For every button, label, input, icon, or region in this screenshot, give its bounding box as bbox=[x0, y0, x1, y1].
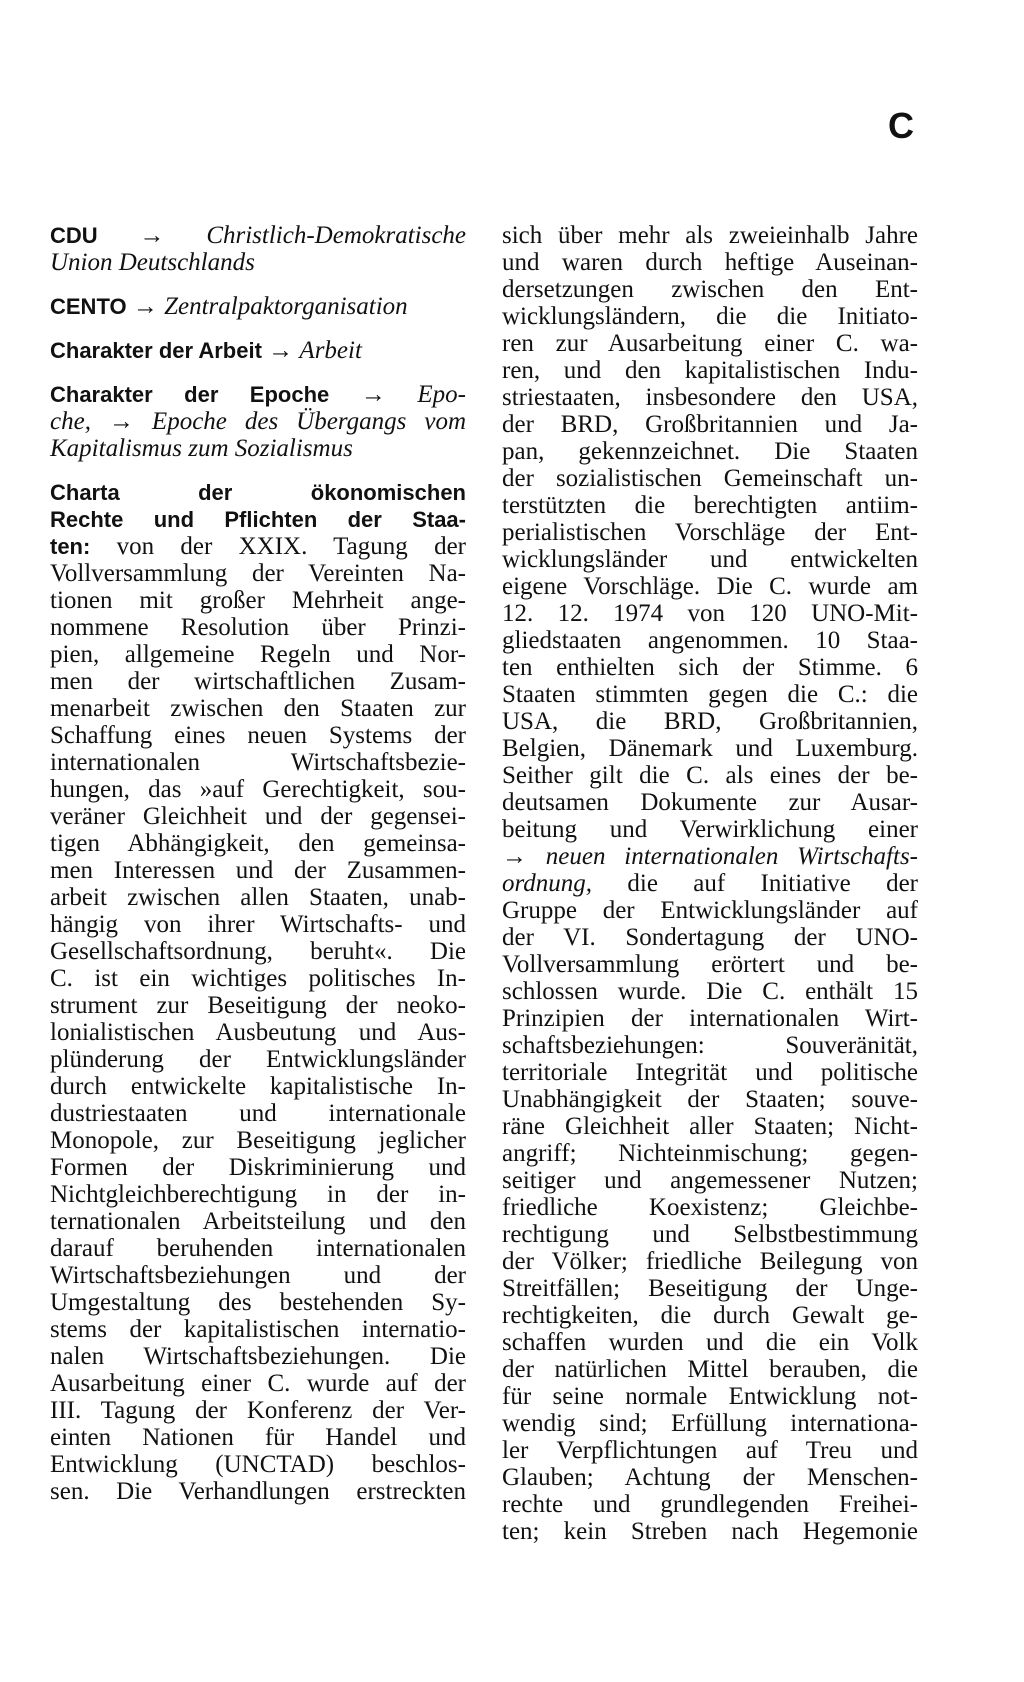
text-line: Ausarbeitung einer C. wurde auf der bbox=[50, 1370, 466, 1397]
text-line: sen. Die Verhandlungen erstreckten bbox=[50, 1478, 466, 1505]
text-line: Entwicklung (UNCTAD) beschlos- bbox=[50, 1451, 466, 1478]
arrow-icon: → bbox=[132, 293, 158, 320]
entry-charakter-arbeit bbox=[50, 337, 466, 364]
text-line: Vollversammlung der Vereinten Na- bbox=[50, 560, 466, 587]
text-line: dustriestaaten und internationale bbox=[50, 1100, 466, 1127]
text-line: räne Gleichheit aller Staaten; Nicht- bbox=[502, 1113, 918, 1140]
text-line: pan, gekennzeichnet. Die Staaten bbox=[502, 438, 918, 465]
text-line: Staaten stimmten gegen die C.: die bbox=[502, 681, 918, 708]
text-line: Formen der Diskriminierung und bbox=[50, 1154, 466, 1181]
text-line: der Völker; friedliche Beilegung von bbox=[502, 1248, 918, 1275]
headword-charta: Charta der ökonomischen bbox=[50, 480, 466, 505]
text-line: ten enthielten sich der Stimme. 6 bbox=[502, 654, 918, 681]
text-line: einten Nationen für Handel und bbox=[50, 1424, 466, 1451]
text-line: menarbeit zwischen den Staaten zur bbox=[50, 695, 466, 722]
arrow-icon: → bbox=[108, 408, 134, 435]
text-line: nalen Wirtschaftsbeziehungen. Die bbox=[50, 1343, 466, 1370]
text-line: Unabhängigkeit der Staaten; souve- bbox=[502, 1086, 918, 1113]
headword-cdu: CDU bbox=[50, 223, 98, 248]
text-line: friedliche Koexistenz; Gleichbe- bbox=[502, 1194, 918, 1221]
entry-charta bbox=[50, 479, 466, 1505]
text-line: Gruppe der Entwicklungsländer auf bbox=[502, 897, 918, 924]
entry-body bbox=[50, 560, 466, 1505]
text-line: beitung und Verwirklichung einer bbox=[502, 816, 918, 843]
text-line: Prinzipien der internationalen Wirt- bbox=[502, 1005, 918, 1032]
text-line: lonialistischen Ausbeutung und Aus- bbox=[50, 1019, 466, 1046]
text-line: ren zur Ausarbeitung einer C. wa- bbox=[502, 330, 918, 357]
text-line: plünderung der Entwicklungsländer bbox=[50, 1046, 466, 1073]
text-line: gliedstaaten angenommen. 10 Staa- bbox=[502, 627, 918, 654]
reference-link[interactable]: Zentralpaktorganisation bbox=[164, 293, 408, 320]
left-column bbox=[50, 222, 466, 1522]
text-line: rechtigkeiten, die durch Gewalt ge- bbox=[502, 1302, 918, 1329]
text-line: dersetzungen zwischen den Ent- bbox=[502, 276, 918, 303]
text-line: ren, und den kapitalistischen Indu- bbox=[502, 357, 918, 384]
text-line: und waren durch heftige Auseinan- bbox=[502, 249, 918, 276]
reference-link[interactable]: Epoche des Übergangs vom bbox=[151, 408, 466, 435]
text-line: terstützten die berechtigten antiim- bbox=[502, 492, 918, 519]
text-line: Vollversammlung erörtert und be- bbox=[502, 951, 918, 978]
text-line: territoriale Integrität und politische bbox=[502, 1059, 918, 1086]
text-line: Monopole, zur Beseitigung jeglicher bbox=[50, 1127, 466, 1154]
arrow-icon: → bbox=[139, 222, 165, 249]
headword-charakter-arbeit: Charakter der Arbeit bbox=[50, 338, 262, 363]
reference-link[interactable]: Christlich-Demokratische bbox=[206, 222, 467, 249]
text-line: durch entwickelte kapitalistische In- bbox=[50, 1073, 466, 1100]
text-line: tionen mit großer Mehrheit ange- bbox=[50, 587, 466, 614]
text-line: men Interessen und der Zusammen- bbox=[50, 857, 466, 884]
right-column bbox=[502, 222, 918, 1545]
text-line: striestaaten, insbesondere den USA, bbox=[502, 384, 918, 411]
text-line: ternationalen Arbeitsteilung und den bbox=[50, 1208, 466, 1235]
entry-charakter-epoche bbox=[50, 381, 466, 462]
headword-charta: ten: bbox=[50, 534, 91, 559]
text-line: für seine normale Entwicklung not- bbox=[502, 1383, 918, 1410]
entry-cdu bbox=[50, 222, 466, 276]
entry-body-continued bbox=[502, 222, 918, 843]
text-line: Seither gilt die C. als eines der be- bbox=[502, 762, 918, 789]
arrow-icon: → bbox=[268, 337, 294, 364]
text-line: Nichtgleichberechtigung in der in- bbox=[50, 1181, 466, 1208]
text-line: von der XXIX. Tagung der bbox=[116, 533, 466, 560]
text-line: arbeit zwischen allen Staaten, unab- bbox=[50, 884, 466, 911]
text-line: strument zur Beseitigung der neoko- bbox=[50, 992, 466, 1019]
arrow-icon: → bbox=[360, 381, 386, 408]
text-line: nommene Resolution über Prinzi- bbox=[50, 614, 466, 641]
text-line: wicklungsländer und entwickelten bbox=[502, 546, 918, 573]
text-line: Umgestaltung des bestehenden Sy- bbox=[50, 1289, 466, 1316]
text-line: schaftsbeziehungen: Souveränität, bbox=[502, 1032, 918, 1059]
text-line: Glauben; Achtung der Menschen- bbox=[502, 1464, 918, 1491]
text-line: tigen Abhängigkeit, den gemeinsa- bbox=[50, 830, 466, 857]
text-line: pien, allgemeine Regeln und Nor- bbox=[50, 641, 466, 668]
entry-body-continued bbox=[502, 897, 918, 1545]
text-line: Schaffung eines neuen Systems der bbox=[50, 722, 466, 749]
text-line: darauf beruhenden internationalen bbox=[50, 1235, 466, 1262]
text-line: seitiger und angemessener Nutzen; bbox=[502, 1167, 918, 1194]
reference-link[interactable]: Union Deutschlands bbox=[50, 249, 255, 276]
text-line: rechte und grundlegenden Freihei- bbox=[502, 1491, 918, 1518]
text-line: C. ist ein wichtiges politisches In- bbox=[50, 965, 466, 992]
text-line: der sozialistischen Gemeinschaft un- bbox=[502, 465, 918, 492]
text-line: hungen, das »auf Gerechtigkeit, sou- bbox=[50, 776, 466, 803]
reference-link[interactable]: Arbeit bbox=[299, 337, 362, 364]
text-line: deutsamen Dokumente zur Ausar- bbox=[502, 789, 918, 816]
entry-cento bbox=[50, 293, 466, 320]
text-line: 12. 12. 1974 von 120 UNO-Mit- bbox=[502, 600, 918, 627]
text-line: ten; kein Streben nach Hegemonie bbox=[502, 1518, 918, 1545]
text-line: schlossen wurde. Die C. enthält 15 bbox=[502, 978, 918, 1005]
text-line: Gesellschaftsordnung, beruht«. Die bbox=[50, 938, 466, 965]
reference-link[interactable]: Kapitalismus zum Sozialismus bbox=[50, 435, 353, 462]
headword-charta: Rechte und Pflichten der Staa- bbox=[50, 507, 466, 532]
text-line: angriff; Nichteinmischung; gegen- bbox=[502, 1140, 918, 1167]
text-line: eigene Vorschläge. Die C. wurde am bbox=[502, 573, 918, 600]
text-line: III. Tagung der Konferenz der Ver- bbox=[50, 1397, 466, 1424]
text-line: perialistischen Vorschläge der Ent- bbox=[502, 519, 918, 546]
text-line: schaffen wurden und die ein Volk bbox=[502, 1329, 918, 1356]
text-line: USA, die BRD, Großbritannien, bbox=[502, 708, 918, 735]
arrow-icon: → bbox=[502, 843, 527, 870]
text-line: men der wirtschaftlichen Zusam- bbox=[50, 668, 466, 695]
text-line: stems der kapitalistischen internatio- bbox=[50, 1316, 466, 1343]
text-line: Streitfällen; Beseitigung der Unge- bbox=[502, 1275, 918, 1302]
text-line: wendig sind; Erfüllung internationa- bbox=[502, 1410, 918, 1437]
text-line: hängig von ihrer Wirtschafts- und bbox=[50, 911, 466, 938]
reference-link[interactable]: che, bbox=[50, 408, 91, 435]
text-line: ler Verpflichtungen auf Treu und bbox=[502, 1437, 918, 1464]
text-line: wicklungsländern, die die Initiato- bbox=[502, 303, 918, 330]
text-line: internationalen Wirtschaftsbezie- bbox=[50, 749, 466, 776]
reference-link[interactable]: ordnung, bbox=[502, 870, 593, 897]
reference-link[interactable]: neuen internationalen Wirtschafts- bbox=[545, 843, 919, 870]
reference-link[interactable]: Epo- bbox=[417, 381, 466, 408]
text-line: Wirtschaftsbeziehungen und der bbox=[50, 1262, 466, 1289]
text-line: rechtigung und Selbstbestimmung bbox=[502, 1221, 918, 1248]
text-line: die auf Initiative der bbox=[627, 870, 918, 897]
text-line: der natürlichen Mittel berauben, die bbox=[502, 1356, 918, 1383]
text-line: sich über mehr als zweieinhalb Jahre bbox=[502, 222, 918, 249]
text-line: der VI. Sondertagung der UNO- bbox=[502, 924, 918, 951]
text-line: der BRD, Großbritannien und Ja- bbox=[502, 411, 918, 438]
text-line: veräner Gleichheit und der gegensei- bbox=[50, 803, 466, 830]
headword-charakter-epoche: Charakter der Epoche bbox=[50, 382, 330, 407]
text-line: Belgien, Dänemark und Luxemburg. bbox=[502, 735, 918, 762]
page-section-letter: C bbox=[888, 105, 914, 146]
headword-cento: CENTO bbox=[50, 294, 127, 319]
